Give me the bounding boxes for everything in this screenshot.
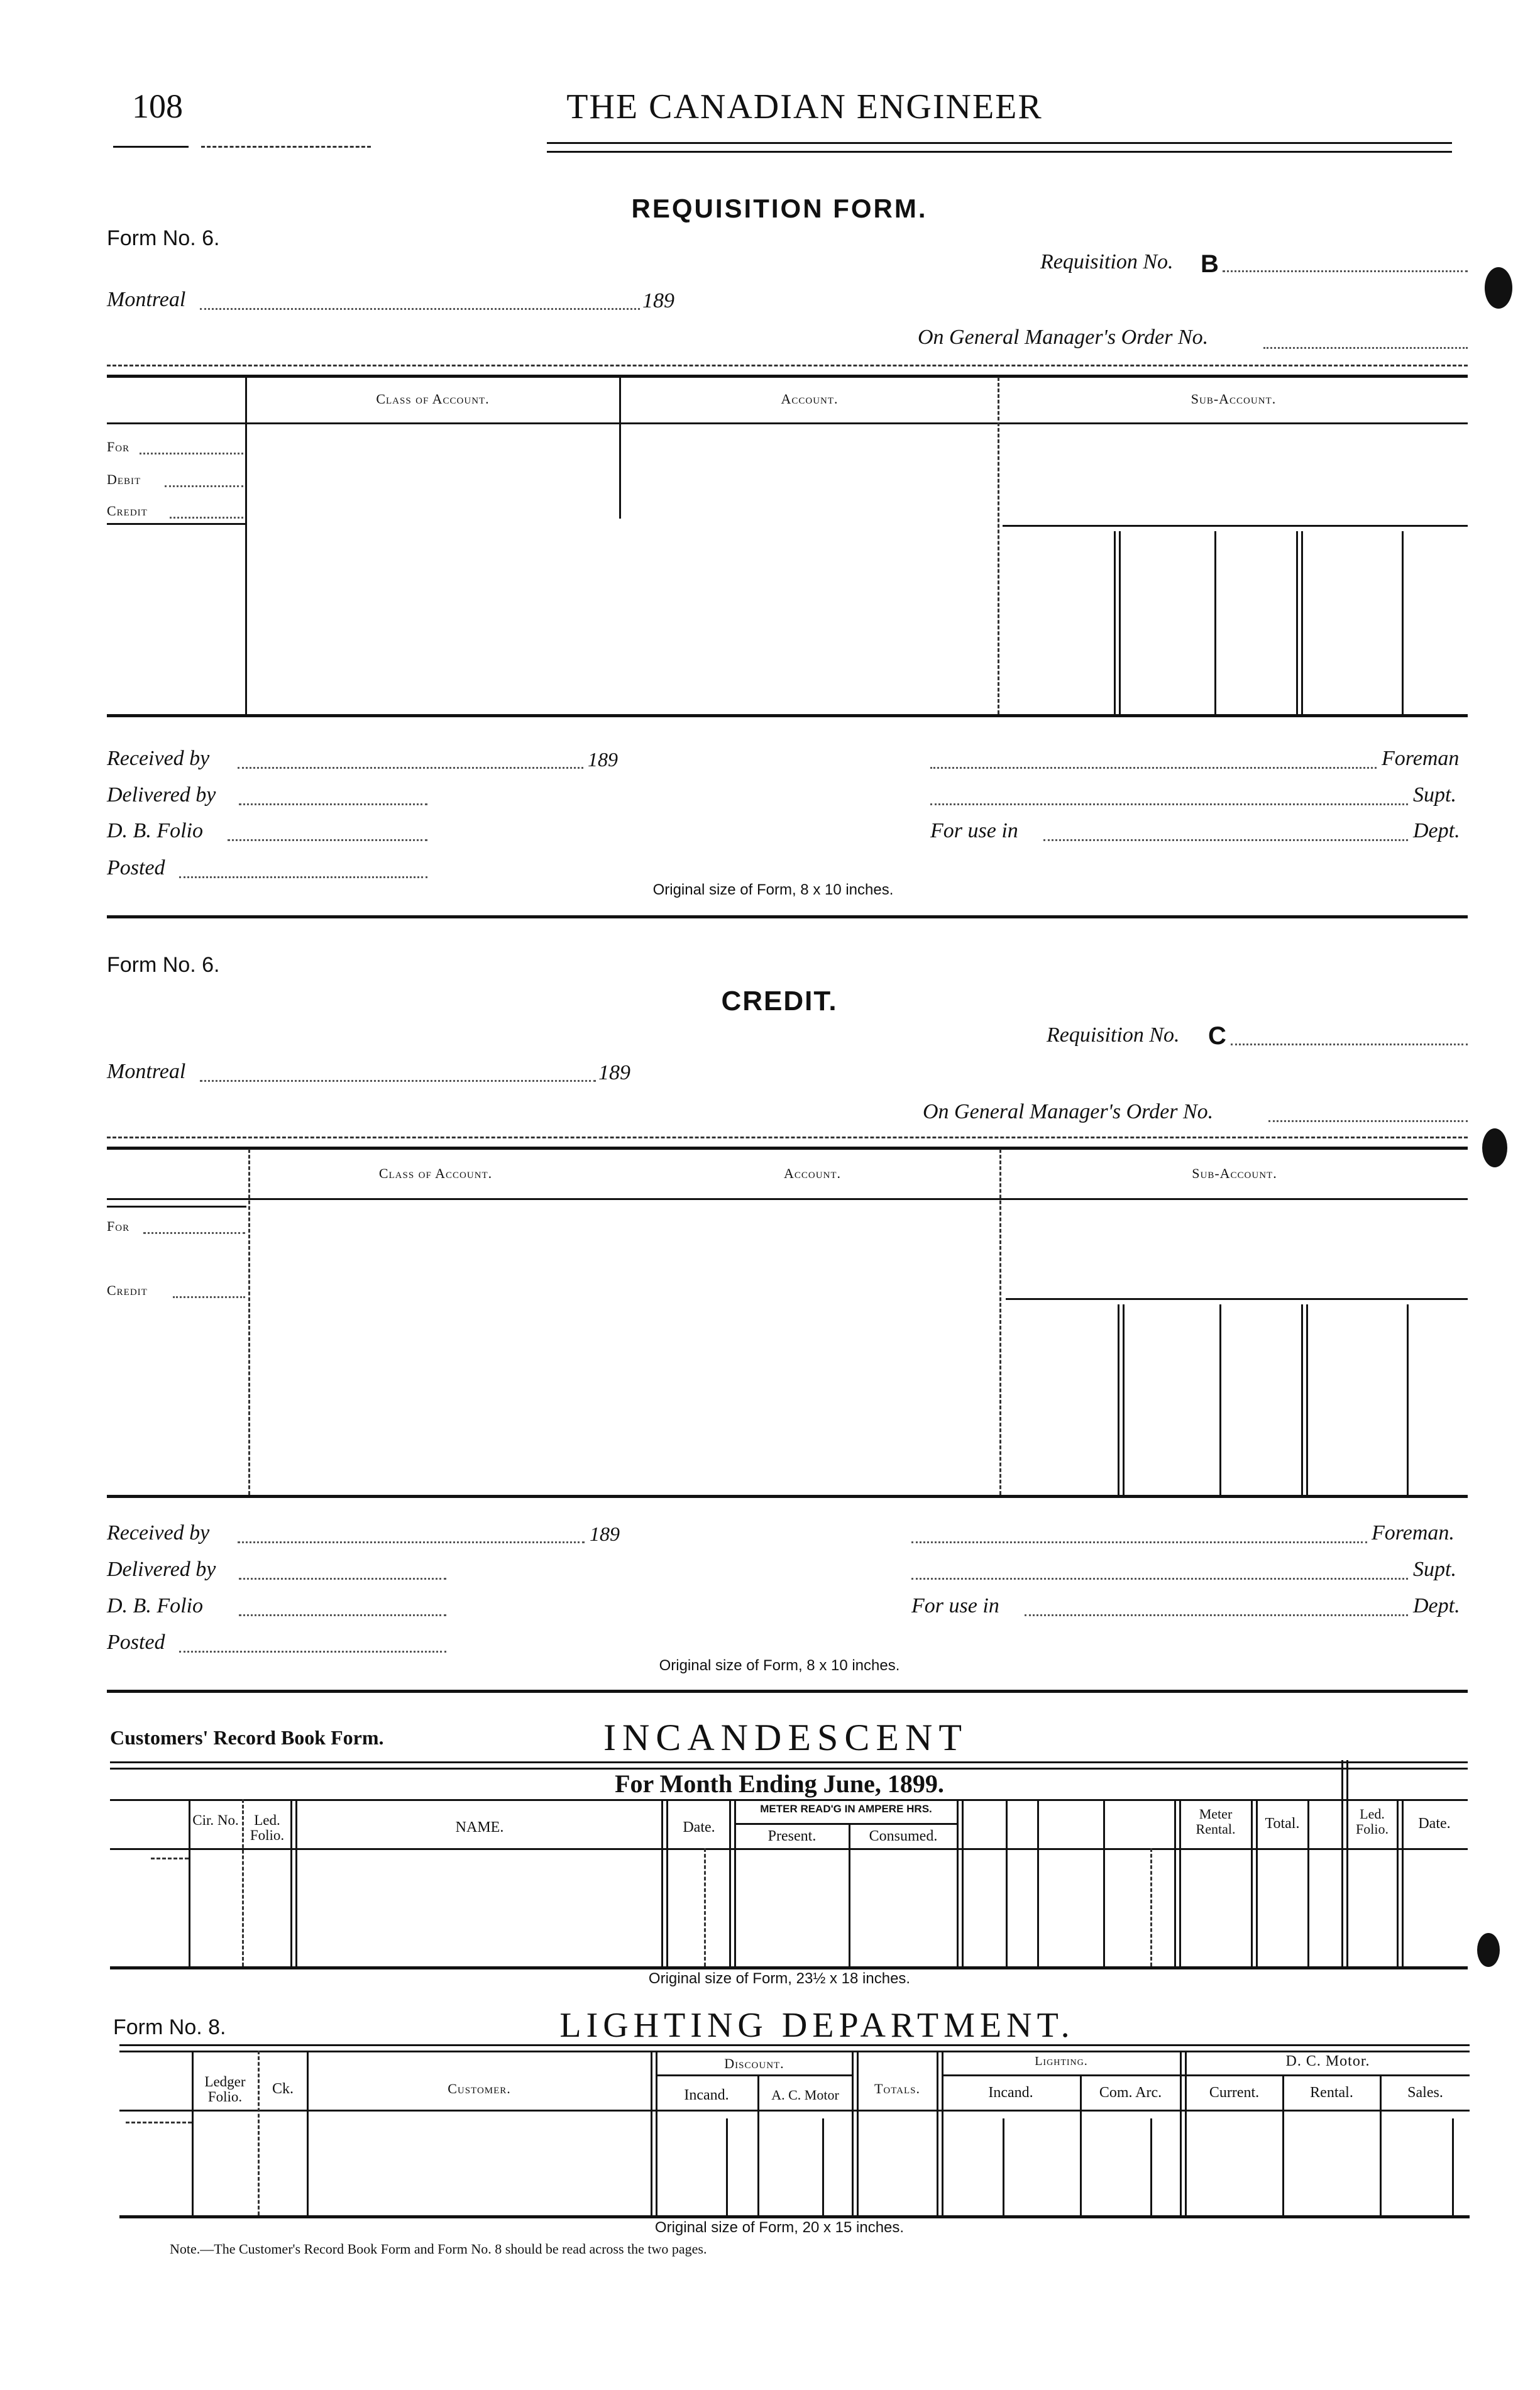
requisition-number-label: Requisition No. xyxy=(1040,250,1174,273)
posted-field[interactable] xyxy=(179,1651,446,1653)
form-caption: Customers' Record Book Form. xyxy=(110,1726,384,1749)
column-divider xyxy=(852,2051,854,2215)
col-customer: Customer. xyxy=(448,2081,511,2096)
table-rule xyxy=(107,714,1468,717)
received-year: 189 xyxy=(590,1523,620,1545)
form-title: INCANDESCENT xyxy=(603,1717,968,1758)
header-rule xyxy=(201,146,371,148)
column-divider xyxy=(1251,1799,1253,1966)
col-lighting: Lighting. xyxy=(1035,2054,1088,2068)
dept-label: Dept. xyxy=(1413,1594,1460,1617)
supt-label: Supt. xyxy=(1413,783,1456,807)
header-rule xyxy=(547,142,1452,144)
foreman-label: Foreman. xyxy=(1372,1521,1455,1545)
column-divider xyxy=(1452,2118,1454,2215)
table-rule xyxy=(1006,1298,1468,1300)
db-folio-label: D. B. Folio xyxy=(107,819,203,842)
col-class-of-account: Class of Account. xyxy=(376,391,490,407)
header-rule xyxy=(547,151,1452,153)
col-total: Total. xyxy=(1265,1815,1300,1832)
col-meter-rental: Meter Rental. xyxy=(1196,1806,1236,1837)
form-title: CREDIT. xyxy=(721,986,838,1016)
row-label-for: For xyxy=(107,1218,130,1234)
table-rule xyxy=(151,1858,189,1859)
column-divider xyxy=(1123,1304,1125,1495)
column-divider xyxy=(729,1799,731,1966)
form-number: Form No. 6. xyxy=(107,953,220,977)
form-title: REQUISITION FORM. xyxy=(631,194,928,223)
date-field[interactable] xyxy=(200,308,640,310)
for-use-in-field[interactable] xyxy=(1043,839,1408,841)
column-divider xyxy=(248,1149,250,1495)
row-label-credit: Credit xyxy=(107,1282,148,1298)
row-field[interactable] xyxy=(170,517,243,519)
table-rule xyxy=(1186,2074,1470,2076)
col-totals: Totals. xyxy=(874,2081,921,2096)
row-label-credit: Credit xyxy=(107,503,148,519)
table-rule xyxy=(943,2074,1185,2076)
column-divider xyxy=(1103,1799,1105,1966)
col-led-folio-2: Led. Folio. xyxy=(1356,1806,1389,1837)
table-rule xyxy=(107,1206,246,1208)
table-rule xyxy=(119,2051,1470,2052)
table-rule xyxy=(107,1137,1468,1138)
for-use-in-field[interactable] xyxy=(1025,1614,1408,1616)
table-rule xyxy=(119,2215,1470,2218)
table-rule xyxy=(735,1823,957,1825)
table-rule xyxy=(107,365,1468,366)
col-dc-motor: D. C. Motor. xyxy=(1285,2053,1370,2069)
column-divider xyxy=(295,1799,297,1966)
section-rule xyxy=(107,915,1468,918)
journal-title: THE CANADIAN ENGINEER xyxy=(566,87,1043,126)
supt-field[interactable] xyxy=(930,803,1408,805)
column-divider xyxy=(258,2051,260,2215)
requisition-number-field[interactable] xyxy=(1231,1044,1468,1045)
requisition-number-label: Requisition No. xyxy=(1047,1023,1180,1047)
col-date: Date. xyxy=(683,1819,715,1836)
column-divider xyxy=(290,1799,292,1966)
table-rule xyxy=(126,2122,192,2123)
foreman-field[interactable] xyxy=(911,1541,1367,1543)
column-divider xyxy=(822,2118,824,2215)
column-divider xyxy=(661,1799,663,1966)
table-rule xyxy=(110,1966,1468,1969)
table-rule xyxy=(119,2110,1470,2112)
footnote: Note.—The Customer's Record Book Form and Form No. 8 should be read across the two pages. xyxy=(170,2241,707,2257)
column-divider xyxy=(1180,2051,1182,2215)
section-rule xyxy=(107,1690,1468,1693)
col-ac-motor: A. C. Motor xyxy=(771,2087,839,2103)
requisition-number-field[interactable] xyxy=(1223,270,1468,272)
table-rule xyxy=(107,1147,1468,1150)
db-folio-field[interactable] xyxy=(228,839,427,841)
gm-order-label: On General Manager's Order No. xyxy=(923,1100,1214,1123)
col-sales: Sales. xyxy=(1407,2084,1443,2101)
row-field[interactable] xyxy=(165,485,243,487)
column-divider xyxy=(666,1799,668,1966)
column-divider xyxy=(1150,1848,1152,1966)
column-divider xyxy=(1341,1760,1343,1966)
col-led-folio: Led. Folio. xyxy=(250,1812,285,1843)
city-label: Montreal xyxy=(107,288,186,311)
col-consumed: Consumed. xyxy=(869,1828,938,1844)
delivered-by-label: Delivered by xyxy=(107,783,216,807)
col-account: Account. xyxy=(783,1165,842,1181)
column-divider xyxy=(857,2051,859,2215)
binding-hole-mark xyxy=(1477,1933,1500,1967)
received-by-field[interactable] xyxy=(238,767,583,769)
received-by-field[interactable] xyxy=(238,1541,585,1543)
column-divider xyxy=(998,377,999,714)
table-rule xyxy=(110,1799,1468,1801)
row-field[interactable] xyxy=(143,1232,245,1234)
row-field[interactable] xyxy=(140,453,243,454)
row-label-debit: Debit xyxy=(107,471,141,487)
column-divider xyxy=(1402,531,1404,714)
col-ck: Ck. xyxy=(272,2081,294,2097)
db-folio-label: D. B. Folio xyxy=(107,1594,203,1617)
delivered-by-field[interactable] xyxy=(239,803,427,805)
column-divider xyxy=(1150,2118,1152,2215)
column-divider xyxy=(1118,1304,1119,1495)
year-label: 189 xyxy=(598,1061,630,1084)
delivered-by-field[interactable] xyxy=(239,1578,446,1580)
column-divider xyxy=(704,1848,706,1966)
for-use-in-label: For use in xyxy=(911,1594,999,1617)
col-lighting-incand: Incand. xyxy=(988,2084,1033,2101)
col-current: Current. xyxy=(1209,2084,1260,2101)
row-field[interactable] xyxy=(173,1296,245,1298)
column-divider xyxy=(726,2118,728,2215)
col-discount: Discount. xyxy=(724,2056,784,2071)
foreman-label: Foreman xyxy=(1382,747,1460,770)
column-divider xyxy=(1397,1799,1399,1966)
column-divider xyxy=(1219,1304,1221,1495)
for-use-in-label: For use in xyxy=(930,819,1018,842)
page-number: 108 xyxy=(132,87,183,125)
table-rule xyxy=(657,2074,852,2076)
form-number: Form No. 6. xyxy=(107,226,220,250)
column-divider xyxy=(245,377,247,714)
requisition-letter: C xyxy=(1208,1022,1226,1050)
table-rule xyxy=(119,2044,1470,2046)
requisition-letter: B xyxy=(1201,250,1219,278)
delivered-by-label: Delivered by xyxy=(107,1558,216,1581)
col-account: Account. xyxy=(781,391,839,407)
month-heading: For Month Ending June, 1899. xyxy=(615,1770,944,1798)
column-divider xyxy=(957,1799,959,1966)
column-divider xyxy=(999,1149,1001,1495)
col-cir-no: Cir. No. xyxy=(192,1812,239,1828)
table-rule xyxy=(107,523,245,525)
posted-field[interactable] xyxy=(179,876,427,878)
binding-hole-mark xyxy=(1485,267,1512,309)
posted-label: Posted xyxy=(107,1631,165,1654)
column-divider xyxy=(1307,1799,1309,1966)
column-divider xyxy=(1301,531,1303,714)
col-com-arc: Com. Arc. xyxy=(1099,2084,1162,2101)
column-divider xyxy=(1214,531,1216,714)
column-divider xyxy=(1174,1799,1176,1966)
column-divider xyxy=(1346,1760,1348,1966)
received-by-label: Received by xyxy=(107,747,210,770)
column-divider xyxy=(1114,531,1116,714)
column-divider xyxy=(1306,1304,1308,1495)
supt-label: Supt. xyxy=(1413,1558,1456,1581)
col-present: Present. xyxy=(767,1828,817,1844)
col-date-2: Date. xyxy=(1418,1815,1451,1832)
col-class-of-account: Class of Account. xyxy=(378,1165,493,1181)
received-year: 189 xyxy=(588,748,618,771)
supt-field[interactable] xyxy=(911,1578,1408,1580)
column-divider xyxy=(1006,1799,1008,1966)
col-sub-account: Sub-Account. xyxy=(1191,391,1277,407)
table-rule xyxy=(107,1198,1468,1200)
gm-order-field[interactable] xyxy=(1263,347,1468,349)
column-divider xyxy=(1003,2118,1004,2215)
received-by-label: Received by xyxy=(107,1521,210,1545)
original-size-note: Original size of Form, 20 x 15 inches. xyxy=(654,2219,905,2236)
col-sub-account: Sub-Account. xyxy=(1192,1165,1277,1181)
row-label-for: For xyxy=(107,439,130,454)
foreman-field[interactable] xyxy=(930,767,1377,769)
gm-order-field[interactable] xyxy=(1268,1120,1468,1122)
header-rule xyxy=(113,146,189,148)
column-divider xyxy=(937,2051,938,2215)
form-title: LIGHTING DEPARTMENT. xyxy=(559,2006,1075,2045)
column-divider xyxy=(1407,1304,1409,1495)
column-divider xyxy=(962,1799,964,1966)
dept-label: Dept. xyxy=(1413,819,1460,842)
col-name: NAME. xyxy=(455,1819,504,1836)
year-label: 189 xyxy=(642,289,674,312)
table-rule xyxy=(110,1848,1468,1850)
column-divider xyxy=(1301,1304,1303,1495)
col-ledger-folio: Ledger Folio. xyxy=(204,2074,246,2105)
gm-order-label: On General Manager's Order No. xyxy=(918,326,1209,349)
city-label: Montreal xyxy=(107,1060,186,1083)
table-rule xyxy=(1003,525,1468,527)
table-rule xyxy=(110,1761,1468,1763)
date-field[interactable] xyxy=(200,1080,596,1082)
col-rental: Rental. xyxy=(1310,2084,1353,2101)
table-rule xyxy=(107,422,1468,424)
original-size-note: Original size of Form, 8 x 10 inches. xyxy=(652,881,894,898)
original-size-note: Original size of Form, 23½ x 18 inches. xyxy=(648,1970,911,1987)
column-divider xyxy=(651,2051,652,2215)
column-divider xyxy=(307,2051,309,2215)
db-folio-field[interactable] xyxy=(239,1614,446,1616)
column-divider xyxy=(1119,531,1121,714)
posted-label: Posted xyxy=(107,856,165,879)
col-meter-read: METER READ'G IN AMPERE HRS. xyxy=(760,1803,932,1815)
column-divider xyxy=(1037,1799,1039,1966)
form-number: Form No. 8. xyxy=(113,2015,226,2039)
original-size-note: Original size of Form, 8 x 10 inches. xyxy=(659,1657,900,1674)
table-rule xyxy=(107,375,1468,378)
col-discount-incand: Incand. xyxy=(684,2087,729,2103)
binding-hole-mark xyxy=(1482,1128,1507,1167)
table-rule xyxy=(107,1495,1468,1498)
column-divider xyxy=(1296,531,1298,714)
